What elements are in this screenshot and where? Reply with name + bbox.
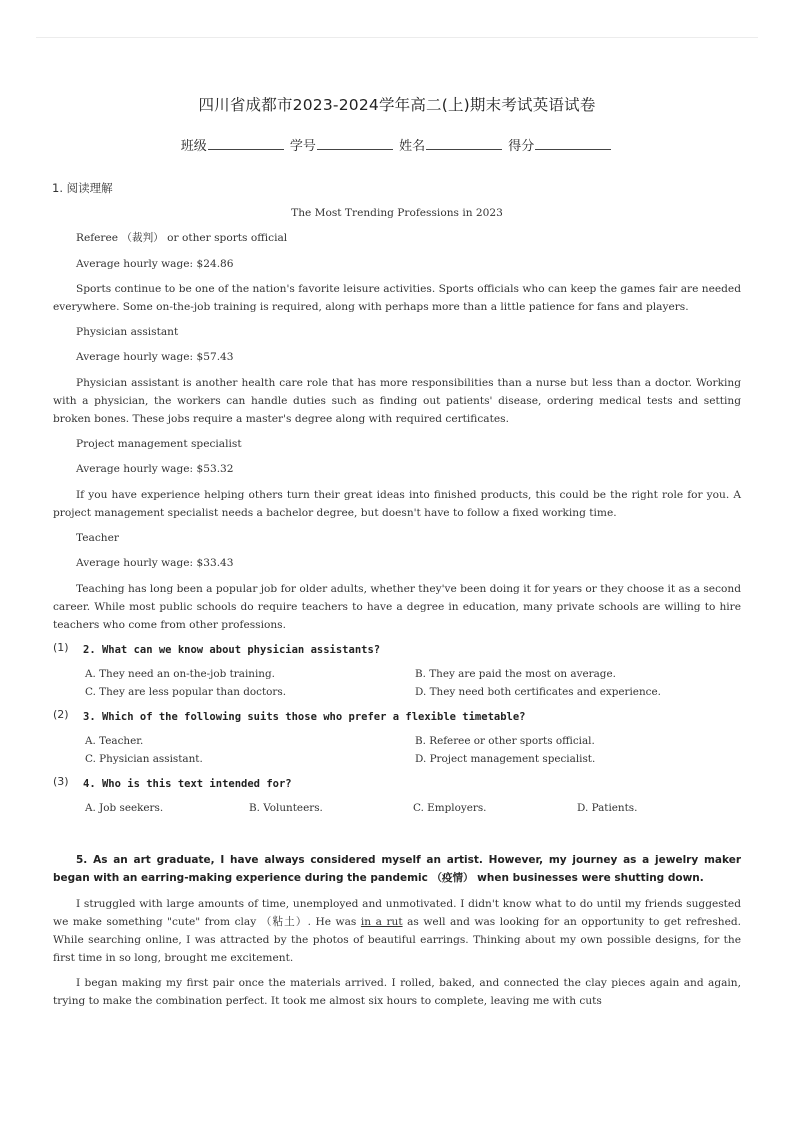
field-name-blank[interactable] <box>426 137 502 150</box>
question-text: 4. Who is this text intended for? <box>83 777 292 790</box>
option-b[interactable]: B. They are paid the most on average. <box>415 667 616 680</box>
paragraph: I began making my first pair once the materials arrived. I rolled, baked, and connected the clay pieces again and again, trying to make the combination perfect. It took me almost six hours to complete, leaving me with cuts <box>53 976 741 1007</box>
paragraph-text: as well and was looking for an opportunity to get refreshed. While searching online, I was attracted by the photos of beautiful earrings. Thinking about my own possible designs, for the first time in so long, brought me excitement. <box>53 915 741 964</box>
section-label: 阅读理解 <box>66 181 113 195</box>
paragraph: Teacher <box>76 531 119 544</box>
passage-title: The Most Trending Professions in 2023 <box>291 207 503 219</box>
field-number-label: 学号 <box>289 139 316 154</box>
field-score-blank[interactable] <box>535 137 611 150</box>
paragraph <box>53 895 741 967</box>
question-block <box>53 775 741 818</box>
question-block <box>53 641 741 702</box>
field-name-label: 姓名 <box>399 139 426 154</box>
question-number: (3) <box>53 774 69 788</box>
question-text: 2. What can we know about physician assistants? <box>83 643 381 656</box>
options <box>53 665 741 702</box>
question-number: (1) <box>53 640 69 654</box>
exam-content <box>53 204 741 1017</box>
field-class-blank[interactable] <box>208 137 284 150</box>
paragraph: Average hourly wage: $24.86 <box>76 257 234 270</box>
options <box>53 799 741 818</box>
question-text: 3. Which of the following suits those who prefer a flexible timetable? <box>83 710 526 723</box>
option-d[interactable]: D. Patients. <box>577 801 638 814</box>
question-block <box>53 708 741 769</box>
option-d[interactable]: D. They need both certificates and experience. <box>415 686 661 699</box>
paragraph: Project management specialist <box>76 438 242 451</box>
section-heading <box>52 180 113 196</box>
top-divider <box>36 37 758 38</box>
passage-intro: 5. As an art graduate, I have always considered myself an artist. However, my journey as a jewelry maker began with an earring-making experience during the pandemic （疫情） when businesses were shutting down. <box>53 854 741 885</box>
section-number: 1. <box>52 181 63 195</box>
paragraph: Physician assistant is another health care role that has more responsibilities than a nurse but less than a doctor. Working with a physician, the workers can handle duties such as finding out patients' disease, ordering medical tests and setting broken bones. These jobs require a master's degree along with required certificates. <box>53 376 741 425</box>
passage-2 <box>53 851 741 1010</box>
option-a[interactable]: A. Job seekers. <box>85 801 164 814</box>
student-info-line <box>0 135 794 154</box>
underlined-phrase: in a rut <box>360 915 403 928</box>
option-c[interactable]: C. Employers. <box>413 801 487 814</box>
paragraph: Sports continue to be one of the nation's favorite leisure activities. Sports officials who can keep the games fair are needed everywhere. Some on-the-job training is required, along with perhaps more than a little patience for fans and players. <box>53 282 741 313</box>
paragraph-text: I struggled with large amounts of time, unemployed and unmotivated. I didn't know what to do until my friends suggested we make something "cute" from clay （粘土）. He was <box>53 897 741 928</box>
paragraph: Average hourly wage: $57.43 <box>76 351 234 364</box>
option-b[interactable]: B. Referee or other sports official. <box>415 734 595 747</box>
question-number: (2) <box>53 707 69 721</box>
paragraph: Physician assistant <box>76 326 179 339</box>
option-d[interactable]: D. Project management specialist. <box>415 753 596 766</box>
paragraph: Average hourly wage: $53.32 <box>76 463 234 476</box>
field-number-blank[interactable] <box>317 137 393 150</box>
paragraph: Teaching has long been a popular job for older adults, whether they've been doing it for years or they choose it as a second career. While most public schools do require teachers to have a degree in education, many private schools are willing to hire teachers who come from other professions. <box>53 582 741 631</box>
paragraph: Average hourly wage: $33.43 <box>76 557 234 570</box>
page-title: 四川省成都市2023-2024学年高二(上)期末考试英语试卷 <box>198 96 596 114</box>
field-score-label: 得分 <box>508 139 535 154</box>
field-class-label: 班级 <box>180 139 207 154</box>
option-a[interactable]: A. Teacher. <box>85 734 144 747</box>
option-c[interactable]: C. Physician assistant. <box>85 753 203 766</box>
options <box>53 732 741 769</box>
paragraph: Referee （裁判） or other sports official <box>76 232 288 245</box>
option-c[interactable]: C. They are less popular than doctors. <box>85 686 287 699</box>
paragraph: If you have experience helping others turn their great ideas into finished products, this could be the right role for you. A project management specialist needs a bachelor degree, but doesn't have to follow a fixed working time. <box>53 488 741 519</box>
option-b[interactable]: B. Volunteers. <box>249 801 323 814</box>
option-a[interactable]: A. They need an on-the-job training. <box>85 667 275 680</box>
